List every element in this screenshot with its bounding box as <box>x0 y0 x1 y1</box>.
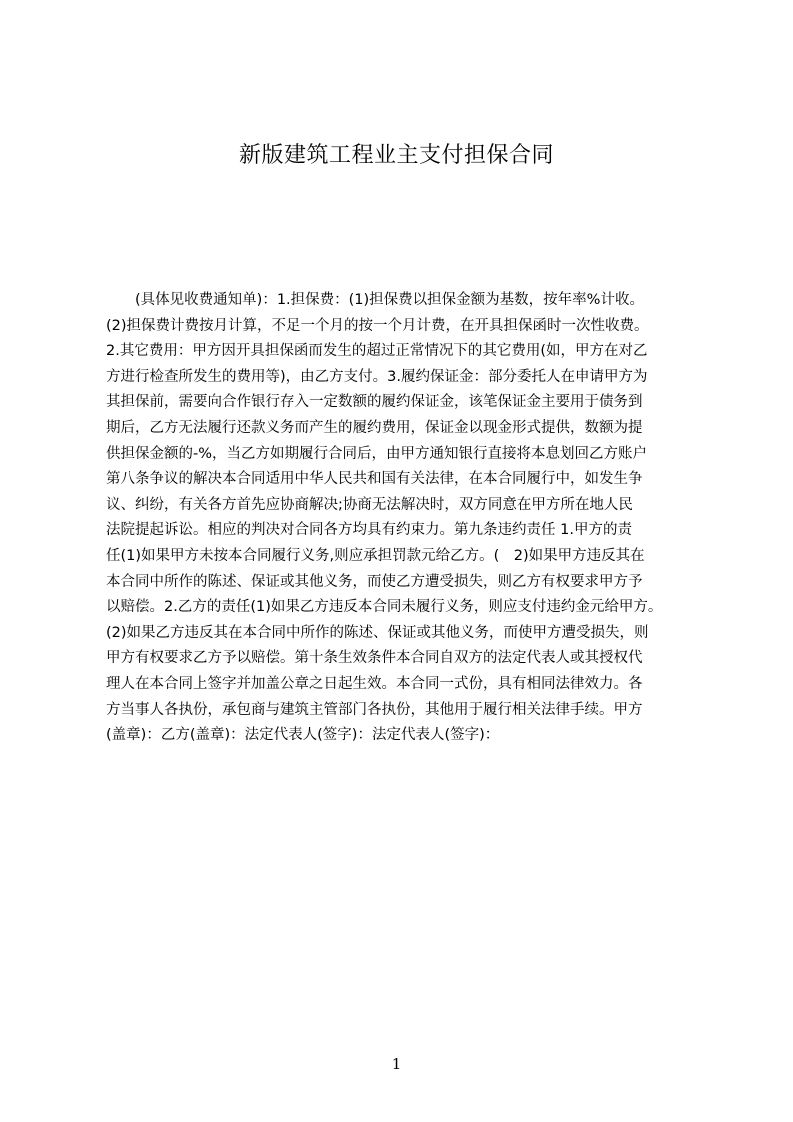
body-line: 理人在本合同上签字并加盖公章之日起生效。本合同一式份，具有相同法律效力。各 <box>106 675 643 692</box>
body-line: (具体见收费通知单)：1.担保费：(1)担保费以担保金额为基数，按年率%计收。 <box>135 292 644 308</box>
body-line: 议、纠纷，有关各方首先应协商解决;协商无法解决时，双方同意在甲方所在地人民 <box>106 496 633 513</box>
body-line: 第八条争议的解决本合同适用中华人民共和国有关法律，在本合同履行中，如发生争 <box>106 471 643 488</box>
body-line: 供担保金额的-%，当乙方如期履行合同后，由甲方通知银行直接将本息划回乙方账户 <box>106 445 648 462</box>
body-line: 法院提起诉讼。相应的判决对合同各方均具有约束力。第九条违约责任 1.甲方的责 <box>106 522 632 539</box>
body-line: 甲方有权要求乙方予以赔偿。第十条生效条件本合同自双方的法定代表人或其授权代 <box>106 650 643 667</box>
body-line: (盖章)：乙方(盖章)：法定代表人(签字)：法定代表人(签字)： <box>106 727 500 744</box>
body-line: 方当事人各执份，承包商与建筑主管部门各执份，其他用于履行相关法律手续。甲方 <box>106 701 643 718</box>
body-line: 以赔偿。2.乙方的责任(1)如果乙方违反本合同未履行义务，则应支付违约金元给甲方。 <box>106 599 663 616</box>
body-line: (2)担保费计费按月计算，不足一个月的按一个月计费，在开具担保函时一次性收费。 <box>106 317 649 334</box>
body-line: (2)如果乙方违反其在本合同中所作的陈述、保证或其他义务，而使甲方遭受损失，则 <box>106 624 649 641</box>
contract-body <box>106 288 698 749</box>
body-line: 其担保前，需要向合作银行存入一定数额的履约保证金，该笔保证金主要用于债务到 <box>106 394 643 411</box>
page-number: 1 <box>391 1055 402 1073</box>
body-line: 本合同中所作的陈述、保证或其他义务，而使乙方遭受损失，则乙方有权要求甲方予 <box>106 573 643 590</box>
body-line: 任(1)如果甲方未按本合同履行义务,则应承担罚款元给乙方。( 2)如果甲方违反其在 <box>106 547 645 564</box>
body-line: 期后，乙方无法履行还款义务而产生的履约费用，保证金以现金形式提供，数额为提 <box>106 419 643 436</box>
document-title: 新版建筑工程业主支付担保合同 <box>238 143 554 168</box>
body-line: 2.其它费用：甲方因开具担保函而发生的超过正常情况下的其它费用(如，甲方在对乙 <box>106 343 648 360</box>
body-line: 方进行检查所发生的费用等)，由乙方支付。3.履约保证金：部分委托人在申请甲方为 <box>106 368 648 385</box>
